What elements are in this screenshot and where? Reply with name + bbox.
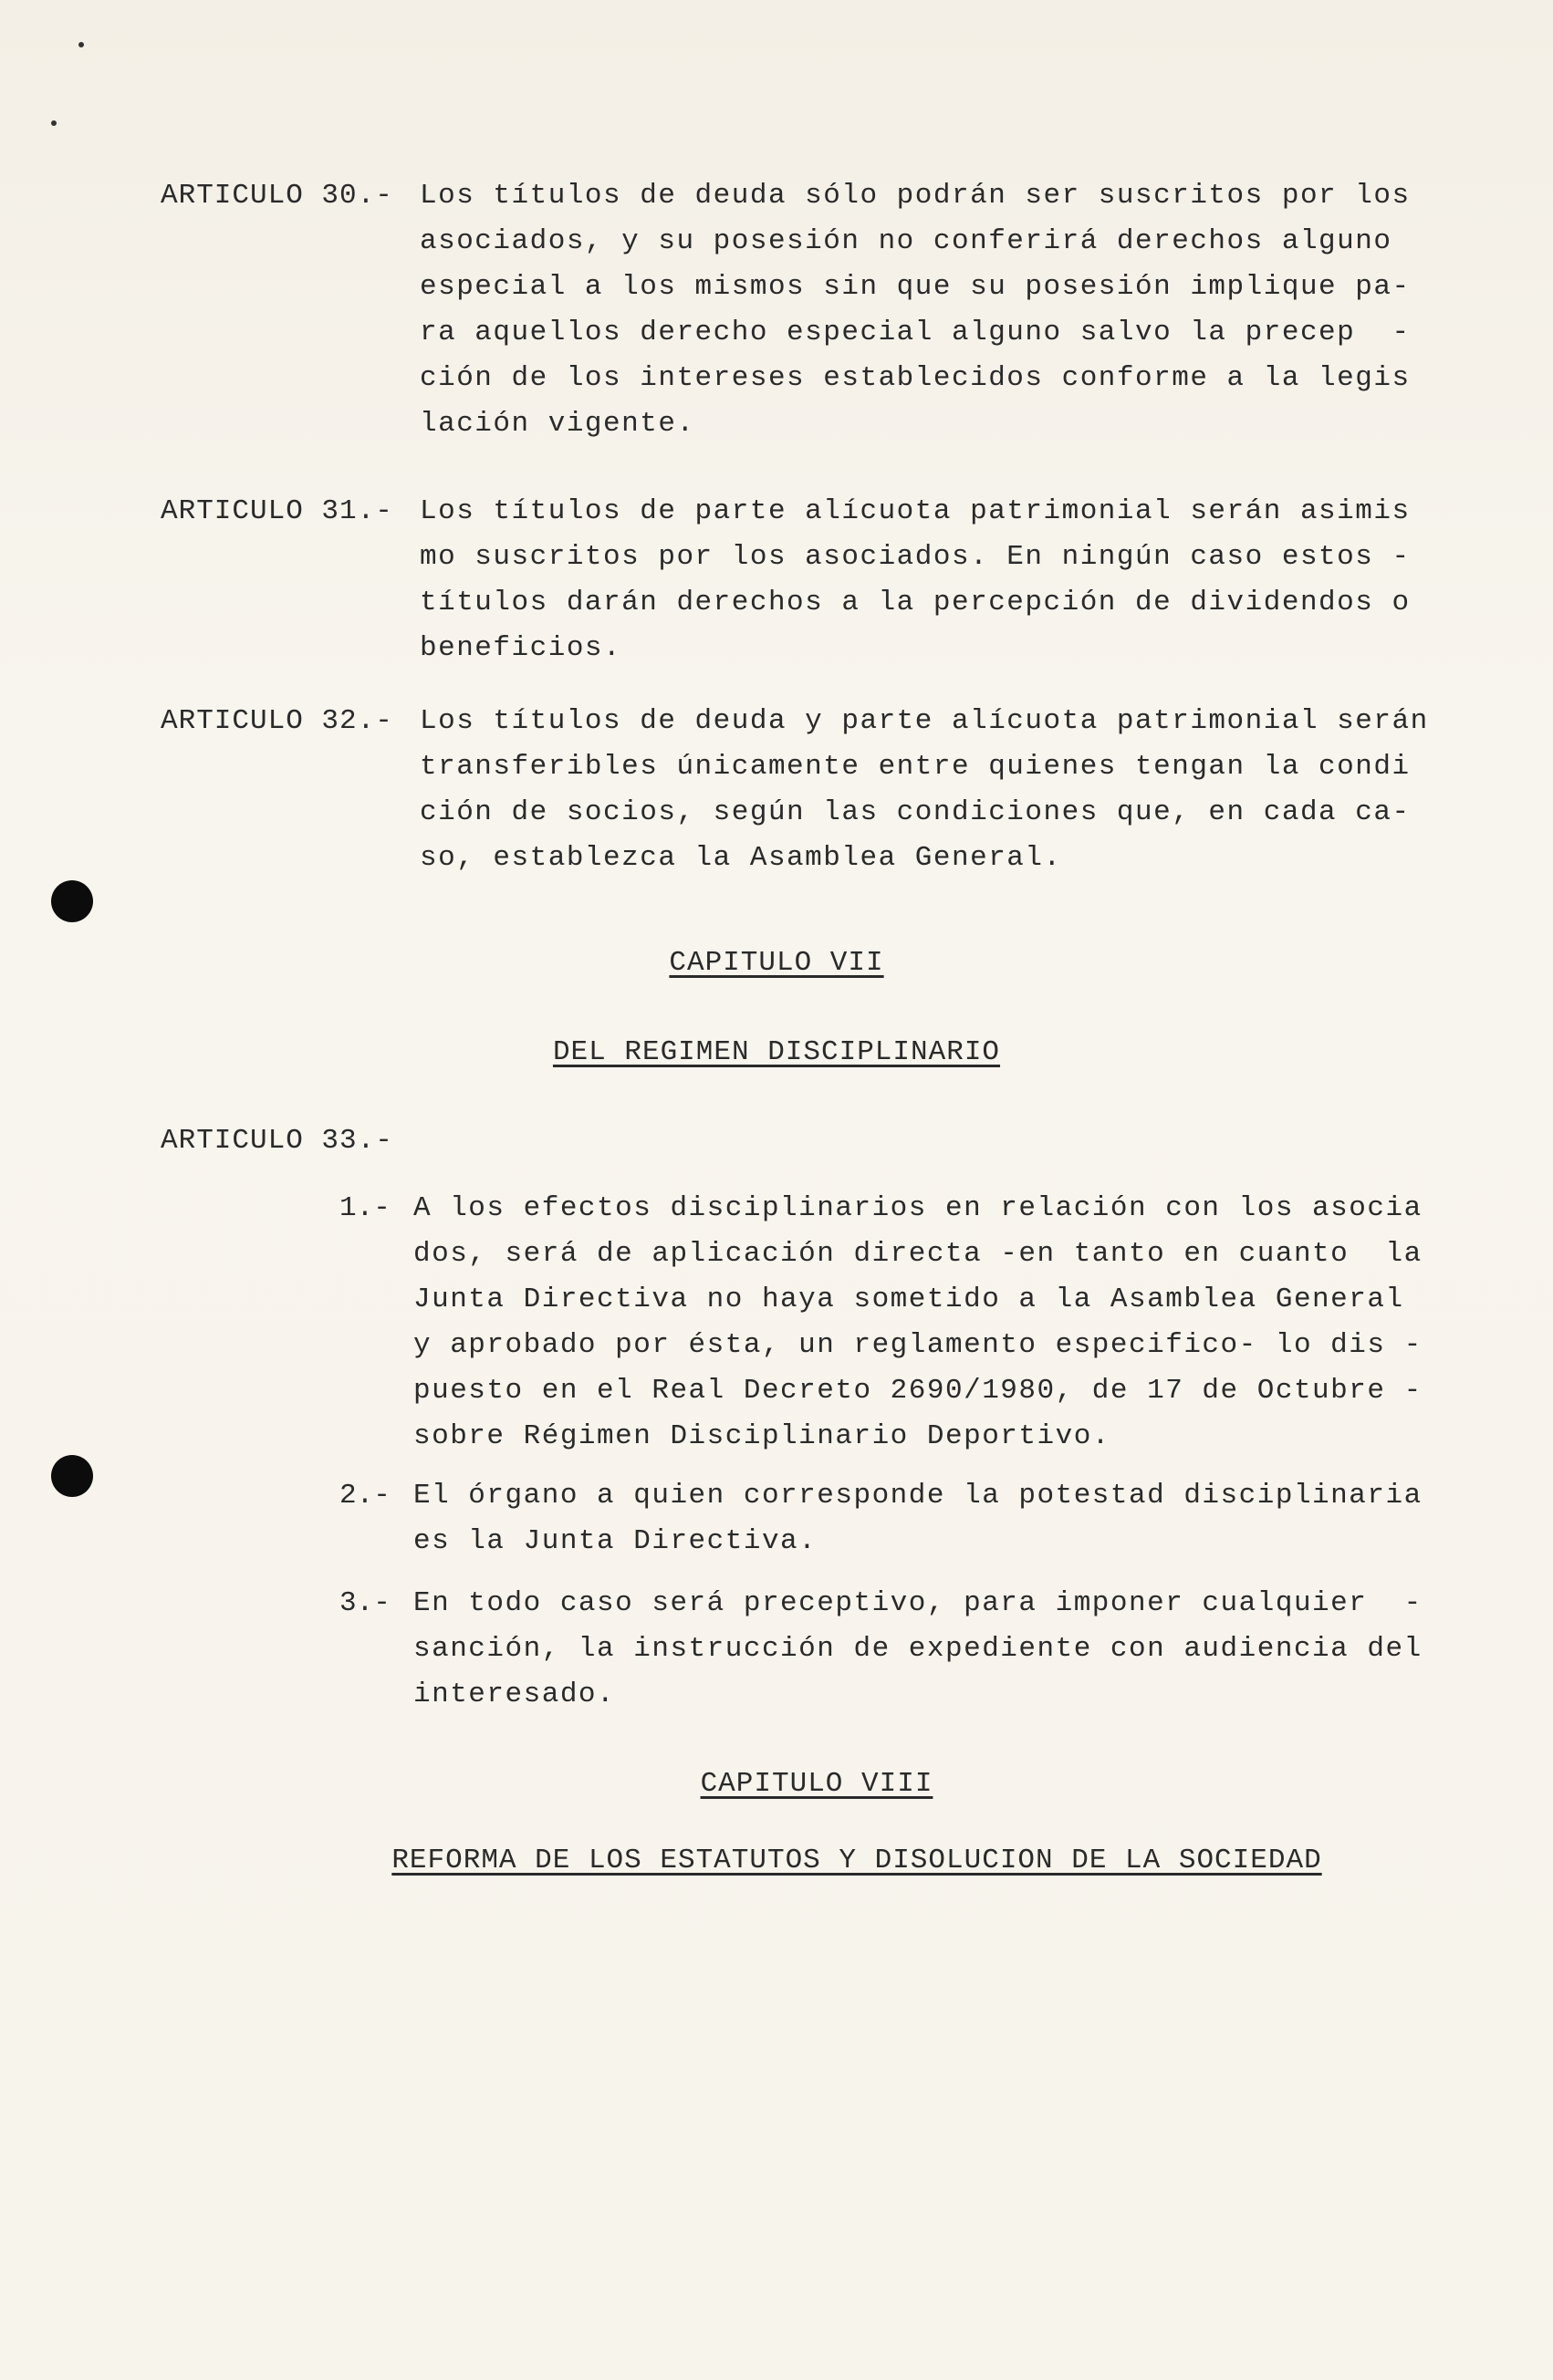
item-2-number: 2.- <box>339 1480 391 1512</box>
chapter-7-title-text: CAPITULO VII <box>669 947 884 979</box>
text-line: En todo caso será preceptivo, para imponer cualquier - <box>413 1587 1423 1619</box>
text-line: Los títulos de parte alícuota patrimonial serán asimis <box>420 495 1411 527</box>
text-line: lación vigente. <box>420 408 695 440</box>
chapter-8-title <box>40 1766 1553 1803</box>
text-line: beneficios. <box>420 632 622 664</box>
chapter-8-subtitle-text: REFORMA DE LOS ESTATUTOS Y DISOLUCION DE LA SOCIEDAD <box>391 1845 1322 1876</box>
text-line: dos, será de aplicación directa -en tanto en cuanto la <box>413 1238 1423 1270</box>
text-line: interesado. <box>413 1678 616 1710</box>
chapter-8-title-text: CAPITULO VIII <box>700 1768 933 1800</box>
item-3-text <box>413 1581 1435 1718</box>
text-line: El órgano a quien corresponde la potestad disciplinaria <box>413 1480 1423 1512</box>
paper-speck <box>51 120 57 126</box>
chapter-7-subtitle <box>0 1034 1553 1071</box>
text-line: asociados, y su posesión no conferirá derechos alguno <box>420 225 1392 257</box>
text-line: es la Junta Directiva. <box>413 1525 818 1557</box>
text-line: mo suscritos por los asociados. En ningún caso estos - <box>420 541 1411 573</box>
article-31-label: ARTICULO 31.- <box>161 495 393 527</box>
article-32-text <box>420 699 1433 881</box>
paper-speck <box>78 42 84 47</box>
text-line: especial a los mismos sin que su posesión implique pa- <box>420 271 1411 303</box>
chapter-7-title <box>0 945 1553 982</box>
chapter-8-subtitle <box>80 1843 1553 1879</box>
article-33-label: ARTICULO 33.- <box>161 1125 393 1157</box>
text-line: Los títulos de deuda sólo podrán ser suscritos por los <box>420 180 1411 212</box>
text-line: transferibles únicamente entre quienes tengan la condi <box>420 751 1411 783</box>
article-31-text <box>420 489 1433 671</box>
text-line: puesto en el Real Decreto 2690/1980, de 17 de Octubre - <box>413 1375 1423 1407</box>
text-line: Junta Directiva no haya sometido a la Asamblea General <box>413 1284 1404 1315</box>
item-2-text <box>413 1473 1435 1564</box>
article-32-label: ARTICULO 32.- <box>161 705 393 737</box>
item-1-number: 1.- <box>339 1192 391 1224</box>
item-3-number: 3.- <box>339 1587 391 1619</box>
text-line: Los títulos de deuda y parte alícuota patrimonial serán <box>420 705 1429 737</box>
text-line: y aprobado por ésta, un reglamento especifico- lo dis - <box>413 1329 1423 1361</box>
item-1-text <box>413 1186 1435 1460</box>
punch-hole-lower <box>51 1455 93 1497</box>
article-30-text <box>420 173 1433 447</box>
text-line: ción de socios, según las condiciones que, en cada ca- <box>420 796 1411 828</box>
text-line: títulos darán derechos a la percepción de dividendos o <box>420 587 1411 618</box>
chapter-7-subtitle-text: DEL REGIMEN DISCIPLINARIO <box>552 1036 1001 1068</box>
text-line: so, establezca la Asamblea General. <box>420 842 1062 874</box>
text-line: sobre Régimen Disciplinario Deportivo. <box>413 1420 1110 1452</box>
text-line: A los efectos disciplinarios en relación con los asocia <box>413 1192 1423 1224</box>
punch-hole-upper <box>51 880 93 922</box>
text-line: sanción, la instrucción de expediente con audiencia del <box>413 1633 1423 1665</box>
article-30-label: ARTICULO 30.- <box>161 180 393 212</box>
text-line: ra aquellos derecho especial alguno salvo la precep - <box>420 317 1411 348</box>
text-line: ción de los intereses establecidos conforme a la legis <box>420 362 1411 394</box>
